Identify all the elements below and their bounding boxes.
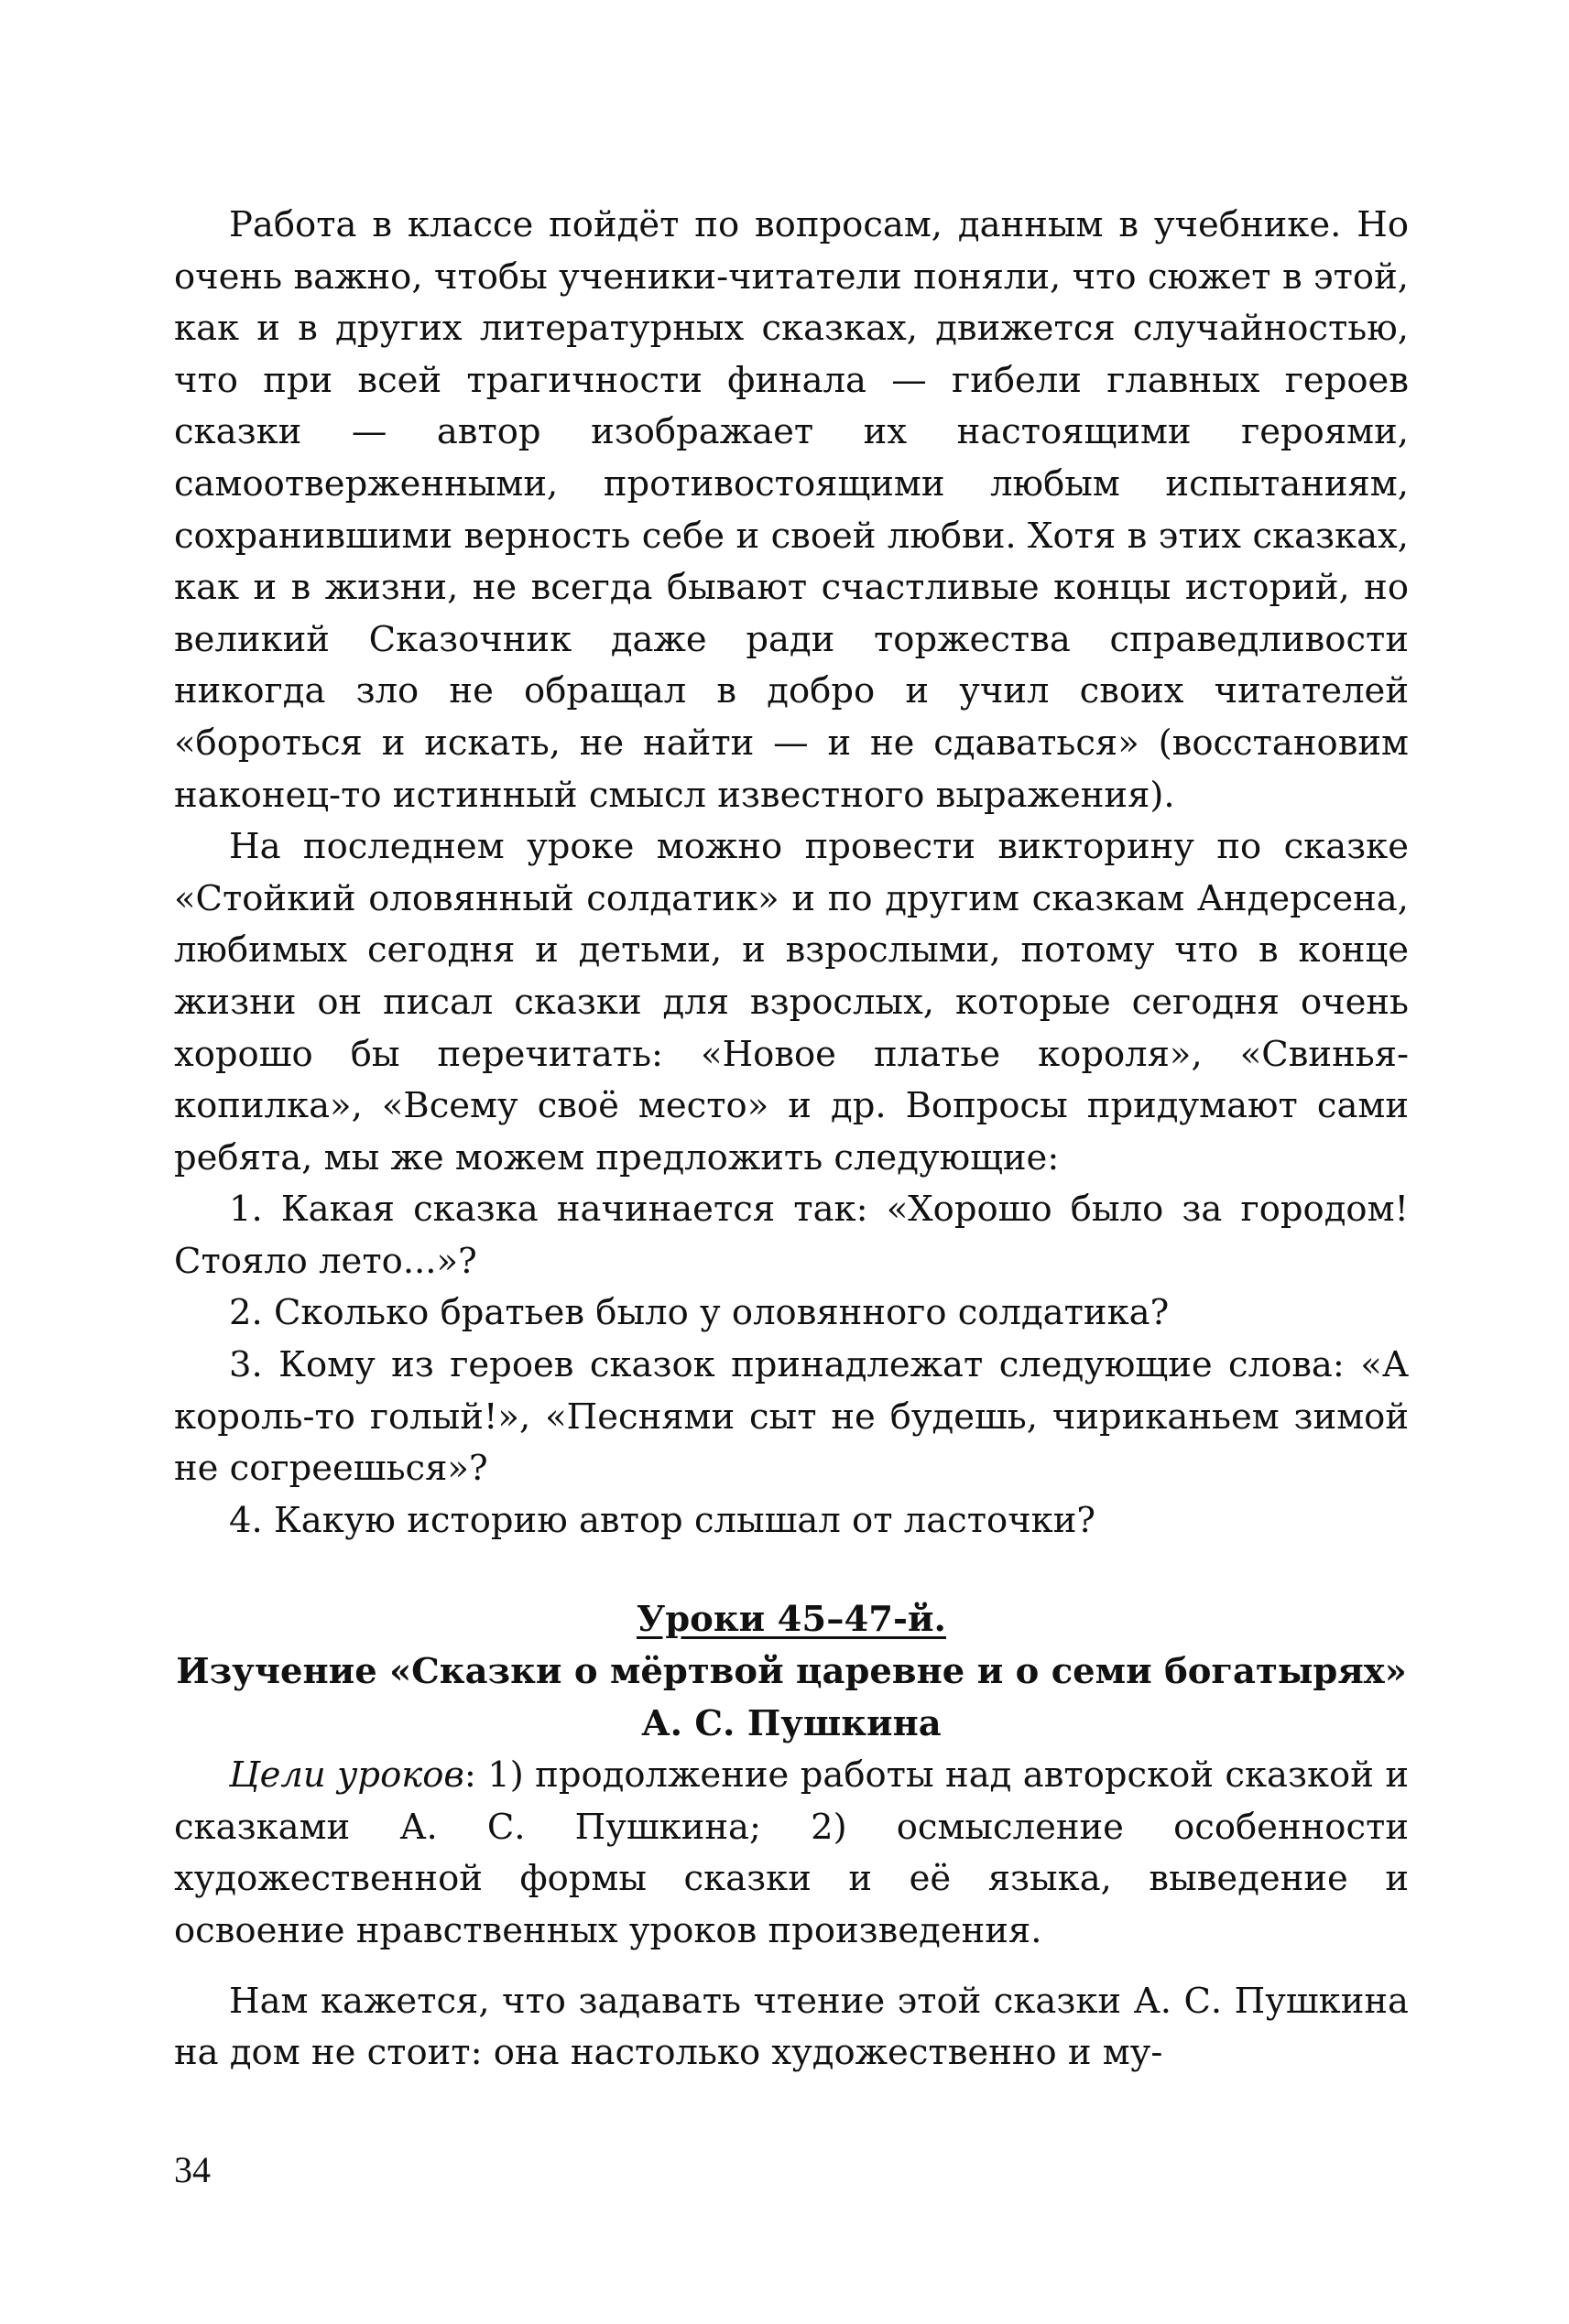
section-heading <box>174 1594 1409 1750</box>
goals-text: : 1) продолжение работы над авторской сказкой и сказками А. С. Пушкина; 2) осмысление особенности художественной формы сказки и её языка, выведение и освоение нравственных уроков произведения. <box>174 1754 1409 1951</box>
quiz-question-3: 3. Кому из героев сказок принадлежат следующие слова: «А король-то голый!», «Песнями сыт не будешь, чириканьем зимой не согреешься»? <box>174 1344 1409 1490</box>
page-number: 34 <box>174 2149 211 2190</box>
section-title: Изучение «Сказки о мёртвой царевне и о семи богатырях» <box>176 1651 1407 1693</box>
quiz-question-4: 4. Какую историю автор слышал от ласточки? <box>229 1499 1096 1541</box>
closing-paragraph: Нам кажется, что задавать чтение этой сказки А. С. Пушкина на дом не стоит: она настолько художественно и му- <box>174 1980 1409 2074</box>
section-author: А. С. Пушкина <box>641 1702 942 1744</box>
quiz-question-2: 2. Сколько братьев было у оловянного солдатика? <box>229 1292 1170 1334</box>
paragraph-story-analysis: Работа в классе пойдёт по вопросам, данным в учебнике. Но очень важно, чтобы ученики-читатели поняли, что сюжет в этой, как и в других литературных сказках, движется случайностью, что при всей трагичности финала — гибели главных героев сказки — автор изображает их настоящими героями, самоотверженными, противостоящими любым испытаниям, сохранившими верность себе и своей любви. Хотя в этих сказках, как и в жизни, не всегда бывают счастливые концы историй, но великий Сказочник даже ради торжества справедливости никогда зло не обращал в добро и учил своих читателей «бороться и искать, не найти — и не сдаваться» (восстановим наконец-то истинный смысл известного выражения). <box>174 204 1409 816</box>
paragraph-quiz-intro: На последнем уроке можно провести викторину по сказке «Стойкий оловянный солдатик» и по другим сказкам Андерсена, любимых сегодня и детьми, и взрослыми, потому что в конце жизни он писал сказки для взрослых, которые сегодня очень хорошо бы перечитать: «Новое платье короля», «Свинья-копилка», «Всему своё место» и др. Вопросы придумают сами ребята, мы же можем предложить следующие: <box>174 826 1409 1178</box>
lessons-number: Уроки 45–47-й. <box>637 1599 946 1641</box>
lesson-goals <box>174 1750 1409 1957</box>
quiz-question-1: 1. Какая сказка начинается так: «Хорошо было за городом! Стояло лето...»? <box>174 1189 1409 1282</box>
goals-label: Цели уроков <box>229 1754 464 1797</box>
